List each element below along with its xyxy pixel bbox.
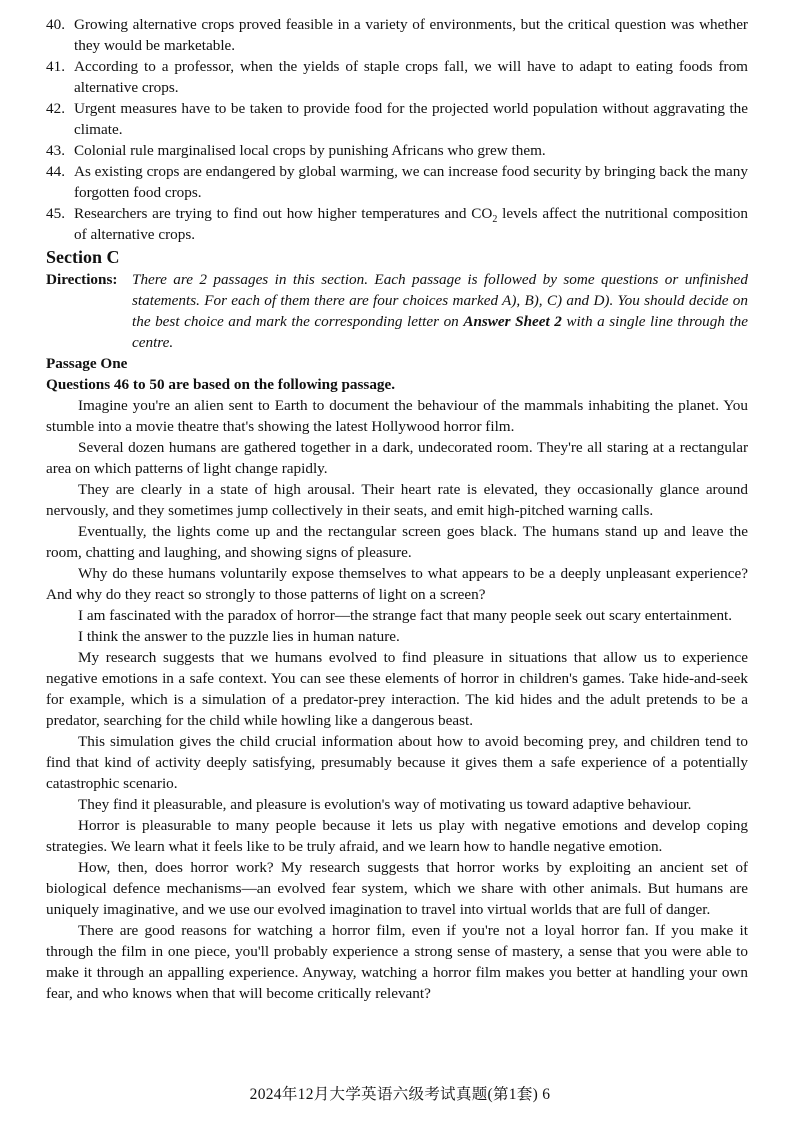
- passage-paragraph: Imagine you're an alien sent to Earth to document the behaviour of the mammals inhabiting the planet. You stumble into a movie theatre that's showing the latest Hollywood horror film.: [46, 397, 748, 435]
- directions-text: [132, 269, 748, 353]
- statement-number: 42.: [46, 100, 65, 117]
- passage-paragraph: Eventually, the lights come up and the rectangular screen goes black. The humans stand up and leave the room, chatting and laughing, and showing signs of pleasure.: [46, 523, 748, 561]
- section-title: Section C: [46, 247, 120, 267]
- statement-text: Colonial rule marginalised local crops by punishing Africans who grew them.: [74, 142, 546, 159]
- passage-title: Passage One: [46, 355, 128, 372]
- statement-number: 44.: [46, 163, 65, 180]
- statement-item: [46, 161, 748, 203]
- passage-paragraph: This simulation gives the child crucial information about how to avoid becoming prey, and children tend to find that kind of activity deeply satisfying, presumably because it gives them a safe experience of a potentially catastrophic scenario.: [46, 733, 748, 792]
- statement-text: Urgent measures have to be taken to provide food for the projected world population without aggravating the climate.: [74, 100, 748, 138]
- statement-text: Growing alternative crops proved feasible in a variety of environments, but the critical question was whether they would be marketable.: [74, 16, 748, 54]
- passage-paragraph: How, then, does horror work? My research suggests that horror works by exploiting an ancient set of biological defence mechanisms—an evolved fear system, which we share with other animals. But humans are uniquely imaginative, and we use our evolved imagination to travel into virtual worlds that are full of danger.: [46, 859, 748, 918]
- statement-item: [46, 140, 748, 161]
- questions-heading: Questions 46 to 50 are based on the following passage.: [46, 376, 396, 393]
- passage-paragraph: There are good reasons for watching a horror film, even if you're not a loyal horror fan. If you make it through the film in one piece, you'll probably experience a strong sense of mastery, a sense that you were able to make it through an appalling experience. Anyway, watching a horror film makes you better at handling your own fear, and who knows when that will become critically relevant?: [46, 922, 748, 1002]
- page-footer: 2024年12月大学英语六级考试真题(第1套) 6: [249, 1086, 551, 1103]
- statement-text: [74, 203, 748, 245]
- statement-text: As existing crops are endangered by global warming, we can increase food security by bringing back the many forgotten food crops.: [74, 163, 748, 201]
- directions: [46, 269, 748, 353]
- answer-sheet-emphasis: Answer Sheet 2: [463, 313, 562, 330]
- subscript: 2: [492, 214, 498, 226]
- statement-list: [46, 14, 748, 245]
- statement-item: [46, 98, 748, 140]
- passage-paragraph: I am fascinated with the paradox of horror—the strange fact that many people seek out scary entertainment.: [78, 607, 733, 624]
- directions-text-part1: There are 2 passages in this section. Each passage is followed by some questions or unfinished statements. For each of them there are four choices marked A), B), C) and D). You should decide on the best choice and mark the corresponding letter on: [132, 271, 748, 330]
- passage-paragraph: They find it pleasurable, and pleasure is evolution's way of motivating us toward adaptive behaviour.: [78, 796, 692, 813]
- passage-paragraph: Why do these humans voluntarily expose themselves to what appears to be a deeply unpleasant experience? And why do they react so strongly to those patterns of light on a screen?: [46, 565, 748, 603]
- passage-paragraph: Horror is pleasurable to many people because it lets us play with negative emotions and develop coping strategies. We learn what it feels like to be truly afraid, and we learn how to handle negative emotion.: [46, 817, 748, 855]
- statement-text-before: Researchers are trying to find out how higher temperatures and CO: [74, 205, 493, 222]
- statement-number: 41.: [46, 58, 65, 75]
- passage-paragraph: Several dozen humans are gathered together in a dark, undecorated room. They're all staring at a rectangular area on which patterns of light change rapidly.: [46, 439, 748, 477]
- statement-item: [46, 203, 748, 245]
- statement-item: [46, 56, 748, 98]
- statement-item: [46, 14, 748, 56]
- passage-paragraph: I think the answer to the puzzle lies in human nature.: [78, 628, 400, 645]
- directions-label: Directions:: [46, 271, 118, 288]
- passage-body: [46, 395, 748, 1004]
- statement-number: 43.: [46, 142, 65, 159]
- passage-paragraph: My research suggests that we humans evolved to find pleasure in situations that allow us to experience negative emotions in a safe context. You can see these elements of horror in children's games. Take hide-and-seek for example, which is a simulation of a predator-prey interaction. The kid hides and the adult pretends to be a predator, searching for the child while howling like a dangerous beast.: [46, 649, 748, 729]
- passage-paragraph: They are clearly in a state of high arousal. Their heart rate is elevated, they occasionally glance around nervously, and they sometimes jump collectively in their seats, and emit high-pitched warning calls.: [46, 481, 748, 519]
- statement-number: 45.: [46, 205, 65, 222]
- directions-text-part2: with a single line through the centre.: [132, 313, 748, 351]
- statement-text-after: levels affect the nutritional composition of alternative crops.: [74, 205, 748, 243]
- statement-number: 40.: [46, 16, 65, 33]
- statement-text: According to a professor, when the yields of staple crops fall, we will have to adapt to eating foods from alternative crops.: [74, 58, 748, 96]
